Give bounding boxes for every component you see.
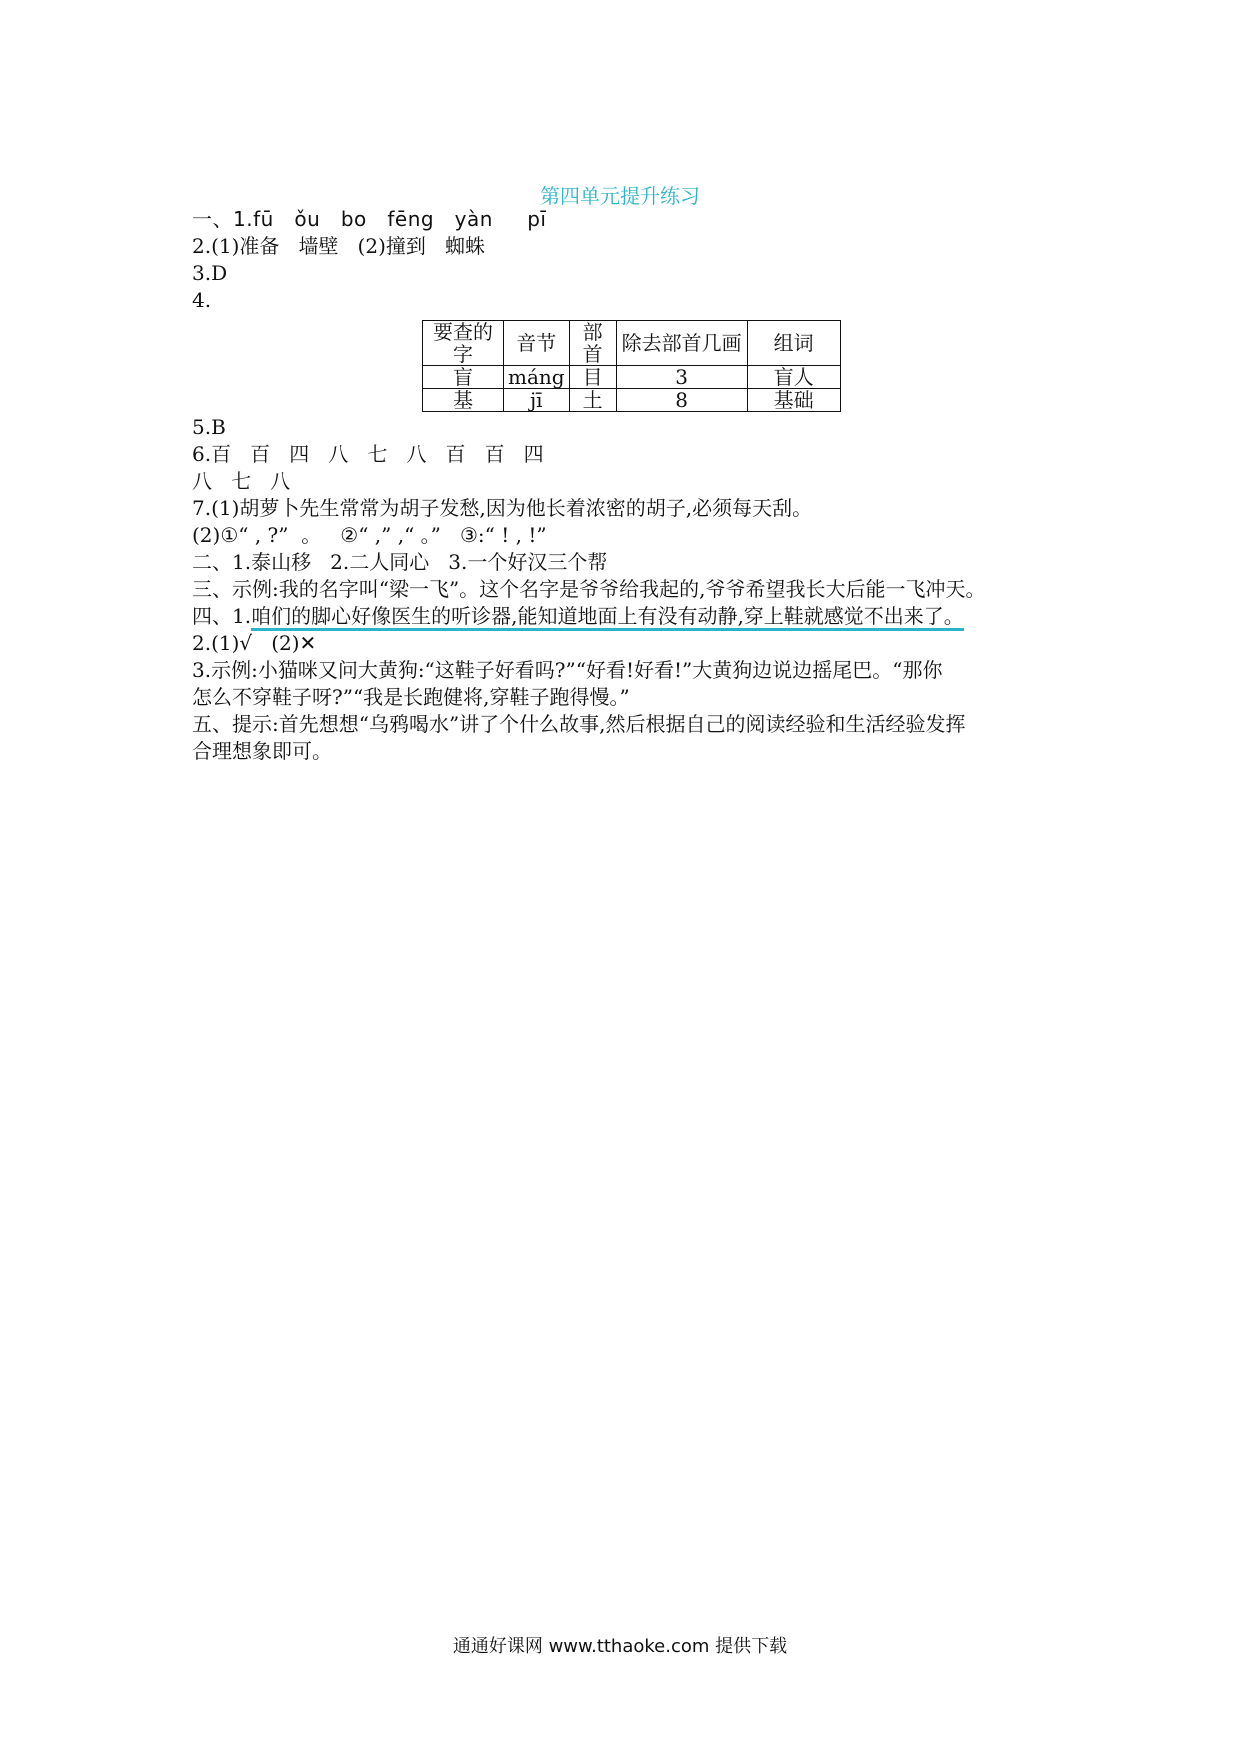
table-cell: 盲 xyxy=(423,366,504,389)
answer-line-12-prefix: 四、1. xyxy=(192,604,252,628)
answer-line-8: 7.(1)胡萝卜先生常常为胡子发愁,因为他长着浓密的胡子,必须每天刮。 xyxy=(192,496,813,520)
answer-line-6: 6.百 百 四 八 七 八 百 百 四 xyxy=(192,442,544,466)
table-header-cell: 除去部首几画 xyxy=(616,321,747,366)
answer-line-1: 一、1.fū ǒu bo fēng yàn pī xyxy=(192,207,547,231)
answer-line-13: 2.(1)√ (2)✕ xyxy=(192,631,317,655)
underlined-answer: 咱们的脚心好像医生的听诊器,能知道地面上有没有动静,穿上鞋就感觉不出来了。 xyxy=(251,604,964,631)
answer-line-7: 八 七 八 xyxy=(192,469,291,493)
table-cell: 基础 xyxy=(747,389,840,412)
character-table xyxy=(422,320,841,412)
table-cell: 8 xyxy=(616,389,747,412)
answer-line-5: 5.B xyxy=(192,415,226,439)
table-header-cell: 音节 xyxy=(504,321,570,366)
answer-line-3: 3.D xyxy=(192,261,228,285)
table-cell: máng xyxy=(504,366,570,389)
table-header-cell: 要查的字 xyxy=(423,321,504,366)
answer-line-16: 五、提示:首先想想“乌鸦喝水”讲了个什么故事,然后根据自己的阅读经验和生活经验发挥 xyxy=(192,712,966,736)
table-header-cell: 部首 xyxy=(569,321,616,366)
table-header-cell: 组词 xyxy=(747,321,840,366)
answer-line-9: (2)①“ , ?” 。 ②“ ,” ,“ 。” ③:“ ! , !” xyxy=(192,523,547,547)
table-wrapper xyxy=(192,314,1072,414)
table-row xyxy=(423,366,841,389)
page-title: 第四单元提升练习 xyxy=(540,184,700,208)
table-cell: 目 xyxy=(569,366,616,389)
table-row xyxy=(423,389,841,412)
table-header-row xyxy=(423,321,841,366)
answer-line-11: 三、示例:我的名字叫“梁一飞”。这个名字是爷爷给我起的,爷爷希望我长大后能一飞冲天。 xyxy=(192,577,986,601)
answer-line-4: 4. xyxy=(192,288,212,312)
table-cell: 3 xyxy=(616,366,747,389)
table-cell: 土 xyxy=(569,389,616,412)
answer-line-14: 3.示例:小猫咪又问大黄狗:“这鞋子好看吗?”“好看!好看!”大黄狗边说边摇尾巴。“那你 xyxy=(192,658,943,682)
table-cell: 盲人 xyxy=(747,366,840,389)
answer-line-2: 2.(1)准备 墙壁 (2)撞到 蜘蛛 xyxy=(192,234,485,258)
footer-credit: 通通好课网 www.tthaoke.com 提供下载 xyxy=(452,1636,788,1657)
answer-line-15: 怎么不穿鞋子呀?”“我是长跑健将,穿鞋子跑得慢。” xyxy=(192,685,630,709)
answer-line-12 xyxy=(192,603,1072,630)
table-cell: 基 xyxy=(423,389,504,412)
answer-line-10: 二、1.泰山移 2.二人同心 3.一个好汉三个帮 xyxy=(192,550,608,574)
answer-content xyxy=(192,206,1072,765)
table-cell: jī xyxy=(504,389,570,412)
answer-line-17: 合理想象即可。 xyxy=(192,739,332,763)
